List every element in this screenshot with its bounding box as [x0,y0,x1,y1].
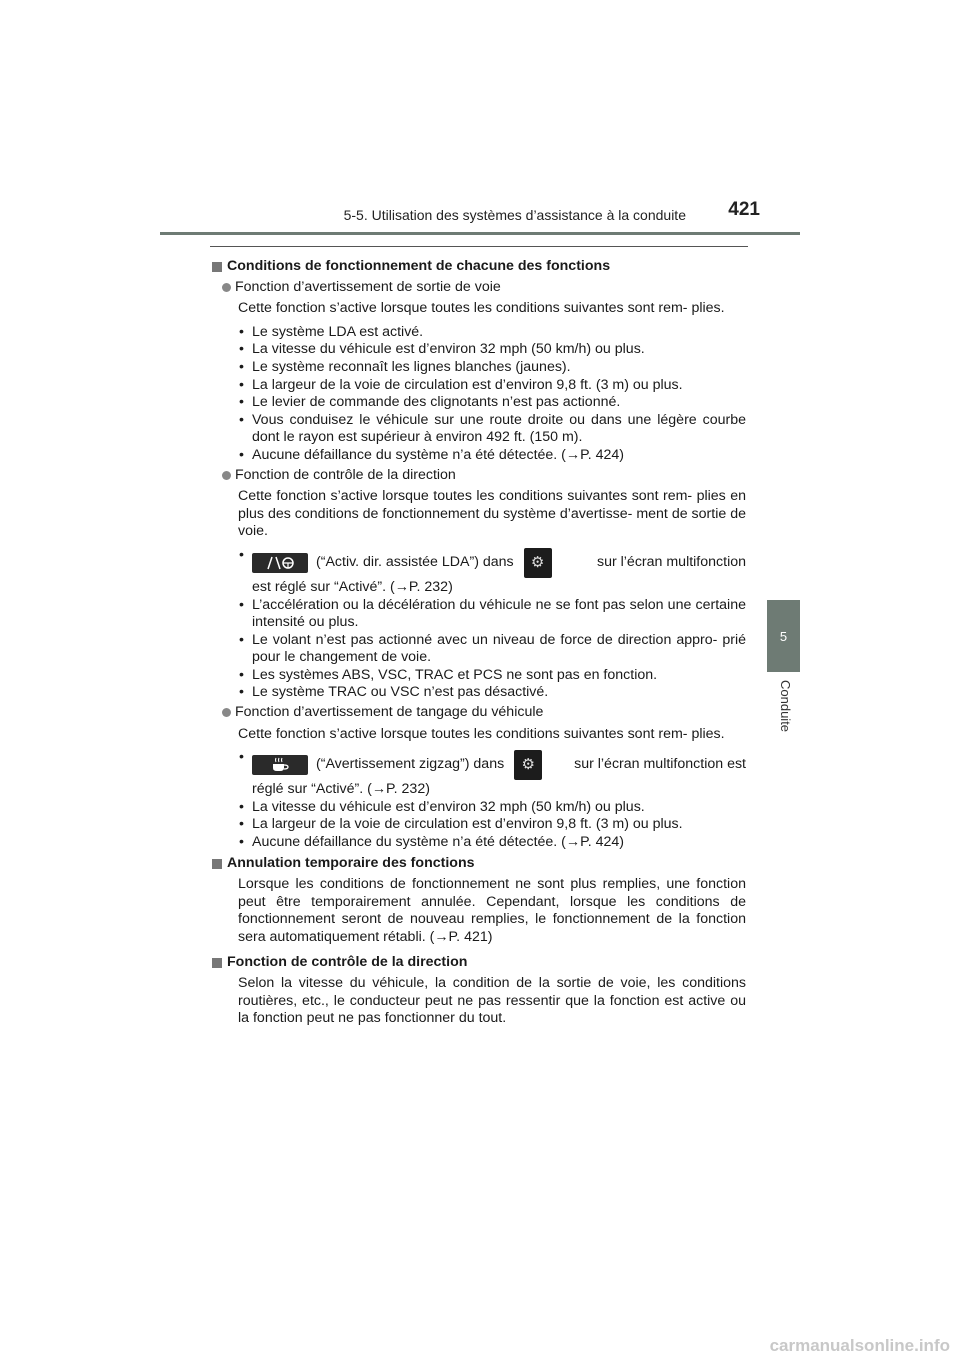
square-bullet-icon [212,262,222,272]
paragraph: Cette fonction s’active lorsque toutes les conditions suivantes sont rem- plies. [238,725,725,742]
square-bullet-icon [212,859,222,869]
header-rule [160,232,800,235]
content-top-rule [210,246,748,247]
list-item: • (“Activ. dir. assistée LDA”) dans ⚙ sur l’écran multifonction est réglé sur “Activé”. (→P. 232) [238,547,746,597]
square-bullet-icon [212,958,222,968]
paragraph: Cette fonction s’active lorsque toutes les conditions suivantes sont rem- plies en plus des conditions de fonctionnement du système d’avertisse- ment de sortie de voie. [238,488,746,540]
condition-list [210,749,746,851]
steering-assist-icon [252,553,308,573]
list-item: • La largeur de la voie de circulation est d’environ 9,8 ft. (3 m) ou plus. [238,816,746,834]
subsection-heading: Fonction d’avertissement de sortie de voie [210,279,746,297]
paragraph: Selon la vitesse du véhicule, la condition de la sortie de voie, les conditions routières, etc., le conducteur peut ne pas ressentir que la fonction est active ou la fonction peut ne pas fonctionner du tout. [238,975,746,1027]
icon-line-continued: réglé sur “Activé”. (→P. 232) [252,781,430,798]
list-item: • La largeur de la voie de circulation est d’environ 9,8 ft. (3 m) ou plus. [238,377,746,395]
header-section-title: 5-5. Utilisation des systèmes d’assistance à la conduite [343,207,686,223]
circle-bullet-icon [222,708,231,717]
subsection-heading: Fonction d’avertissement de tangage du véhicule [210,704,746,722]
page-number: 421 [728,199,760,220]
icon-line-continued: est réglé sur “Activé”. (→P. 232) [252,578,453,595]
gear-icon: ⚙ [524,548,552,578]
coffee-cup-icon [252,755,308,775]
list-item: • Le système TRAC ou VSC n’est pas désactivé. [238,684,746,702]
list-item: • La vitesse du véhicule est d’environ 32 mph (50 km/h) ou plus. [238,341,746,359]
list-item: • La vitesse du véhicule est d’environ 32 mph (50 km/h) ou plus. [238,799,746,817]
section-heading: Fonction de contrôle de la direction [210,954,746,972]
section-heading: Annulation temporaire des fonctions [210,855,746,873]
circle-bullet-icon [222,471,231,480]
condition-list [210,324,746,465]
section-heading: Conditions de fonctionnement de chacune des fonctions [210,258,746,276]
list-item: • Le système LDA est activé. [238,324,746,342]
page-content [210,253,746,1028]
paragraph: Lorsque les conditions de fonctionnement ne sont plus remplies, une fonction peut être temporairement annulée. Cependant, lorsque les conditions de fonctionnement seront de nouveau remplies, le fonctionnement de la fonction sera automatiquement rétabli. (→P. 421) [238,876,746,945]
circle-bullet-icon [222,283,231,292]
list-item: • Aucune défaillance du système n’a été détectée. (→P. 424) [238,447,746,465]
subsection-heading: Fonction de contrôle de la direction [210,467,746,485]
watermark: carmanualsonline.info [769,1336,950,1355]
list-item: • Le levier de commande des clignotants n’est pas actionné. [238,394,746,412]
list-item: • Le volant n’est pas actionné avec un niveau de force de direction appro- prié pour le changement de voie. [238,632,746,667]
paragraph: Cette fonction s’active lorsque toutes les conditions suivantes sont rem- plies. [238,300,725,317]
list-item: • Les systèmes ABS, VSC, TRAC et PCS ne sont pas en fonction. [238,667,746,685]
list-item: • (“Avertissement zigzag”) dans ⚙ sur l’écran multifonction est réglé sur “Activé”. (→P. 232) [238,749,746,799]
chapter-tab-label: Conduite [778,680,793,733]
chapter-tab-number: 5 [767,600,800,672]
gear-icon: ⚙ [514,750,542,780]
list-item: • Aucune défaillance du système n’a été détectée. (→P. 424) [238,834,746,852]
list-item: • Le système reconnaît les lignes blanches (jaunes). [238,359,746,377]
list-item: • Vous conduisez le véhicule sur une route droite ou dans une légère courbe dont le rayon est supérieur à environ 492 ft. (150 m). [238,412,746,447]
condition-list [210,547,746,702]
list-item: • L’accélération ou la décélération du véhicule ne se font pas selon une certaine intensité ou plus. [238,597,746,632]
